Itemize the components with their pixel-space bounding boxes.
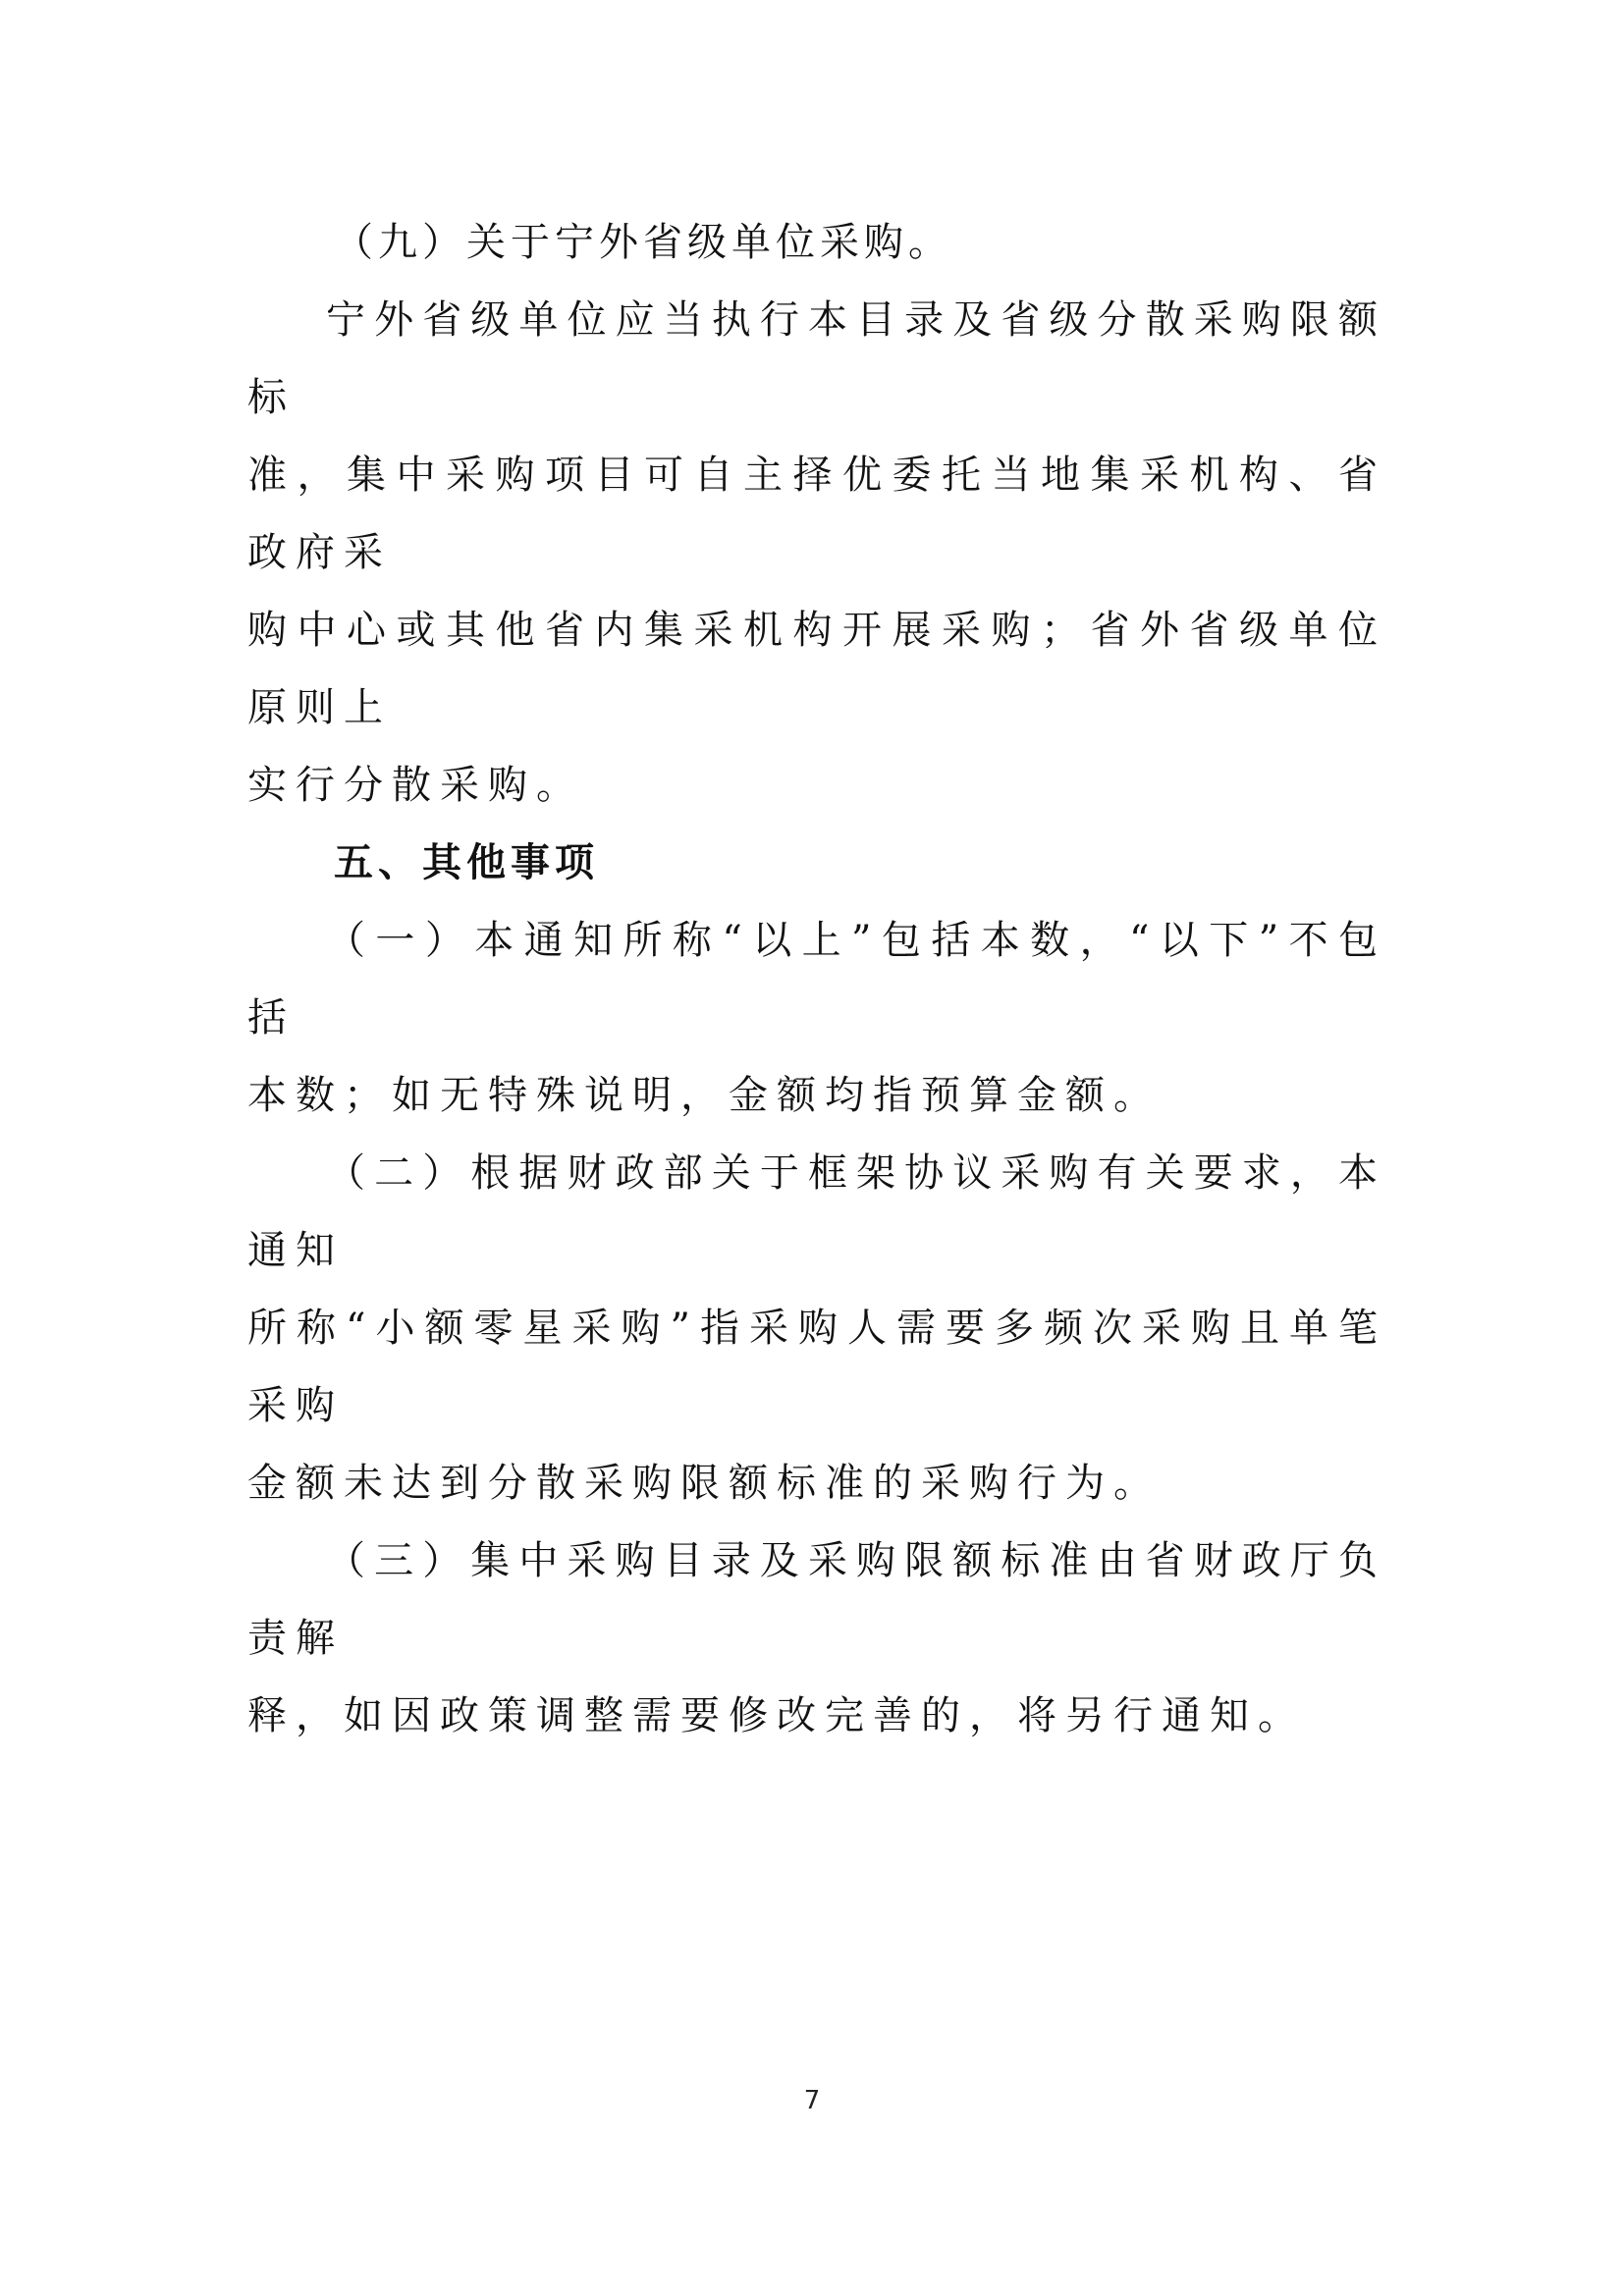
paragraph-line: （一）本通知所称“以上”包括本数，“以下”不包括 <box>247 918 1386 1041</box>
paragraph-line: 准，集中采购项目可自主择优委托当地集采机构、省政府采 <box>247 453 1386 575</box>
paragraph-line: 释，如因政策调整需要修改完善的，将另行通知。 <box>247 1693 1306 1738</box>
paragraph-item-one <box>247 902 1386 1135</box>
section-subheading-nine: （九）关于宁外省级单位采购。 <box>334 220 952 265</box>
paragraph-item-two <box>247 1135 1386 1522</box>
paragraph-line: 金额未达到分散采购限额标准的采购行为。 <box>247 1461 1162 1506</box>
paragraph-line: 实行分散采购。 <box>247 763 584 808</box>
paragraph-provincial-units <box>247 282 1386 825</box>
paragraph-line: 宁外省级单位应当执行本目录及省级分散采购限额标 <box>247 297 1386 420</box>
paragraph-line: 所称“小额零星采购”指采购人需要多频次采购且单笔采购 <box>247 1306 1386 1428</box>
paragraph-line: （二）根据财政部关于框架协议采购有关要求，本通知 <box>247 1150 1386 1273</box>
paragraph-line: 本数；如无特殊说明，金额均指预算金额。 <box>247 1073 1162 1118</box>
page-number: 7 <box>803 2086 821 2115</box>
paragraph-line: 购中心或其他省内集采机构开展采购；省外省级单位原则上 <box>247 608 1386 730</box>
document-body <box>247 204 1386 1755</box>
paragraph-item-three <box>247 1522 1386 1755</box>
paragraph-line: （三）集中采购目录及采购限额标准由省财政厅负责解 <box>247 1538 1386 1661</box>
section-heading-other-matters: 五、其他事项 <box>334 840 599 885</box>
